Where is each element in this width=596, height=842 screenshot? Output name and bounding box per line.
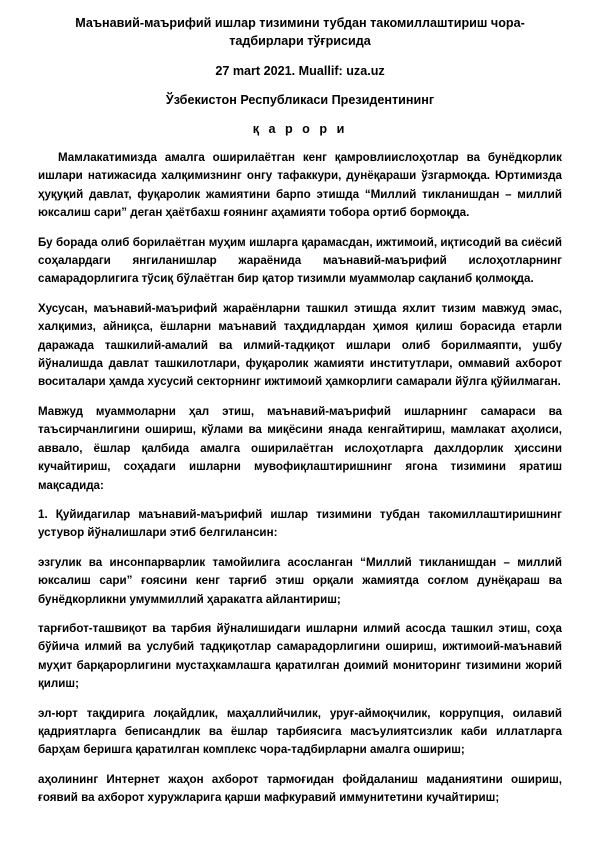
- body-paragraph: Мавжуд муаммоларни ҳал этиш, маънавий-маърифий ишларнинг самараси ва таъсирчанлигини ошириш, кўлами ва миқёсини янада кенгайтириш, мамлакат аҳолиси, аввало, ёшлар қалбида амалга оширилаётган ислоҳотларга дахлдорлик ҳиссини кучайтириш, соҳадаги ишларни мувофиқлаштиришнинг ягона тизимини яратиш мақсадида:: [38, 404, 562, 492]
- clause-item: эл-юрт тақдирига лоқайдлик, маҳаллийчилик, уруғ-аймоқчилик, коррупция, оилавий қадриятларга беписандлик ва ёшлар тарбиясига масъулиятсизлик каби иллатларга барҳам беришга қаратилган комплекс чора-тадбирларни амалга ошириш;: [38, 706, 562, 757]
- clause-item: эзгулик ва инсонпарварлик тамойилига асосланган “Миллий тикланишдан – миллий юксалиш сари” ғоясини кенг тарғиб этиш орқали жамиятда соғлом дунёқараш ва бунёдкорликни умуммиллий ҳаракатга айлантириш;: [38, 555, 562, 606]
- numbered-clause: 1. Қуйидагилар маънавий-маърифий ишлар тизимини тубдан такомиллаштиришнинг устувор йўналишлари этиб белгилансин:: [38, 507, 562, 540]
- clause-item: тарғибот-ташвиқот ва тарбия йўналишидаги ишларни илмий асосда ташкил этиш, соҳа бўйича илмий ва услубий тадқиқотлар самарадорлигини ошириш, ижтимоий-маънавий муҳит барқарорлигини мустаҳкамлашга қаратилган доимий мониторинг тизимини жорий қилиш;: [38, 621, 562, 691]
- issuer-line: Ўзбекистон Республикаси Президентининг: [165, 93, 435, 107]
- body-paragraph: Хусусан, маънавий-маърифий жараёнларни ташкил этишда яхлит тизим мавжуд эмас, халқимиз, айниқса, ёшларни маънавий таҳдидлардан ҳимоя қилиш борасида етарли даражада ташкилий-амалий ва илмий-тадқиқот ишлари олиб борилмаяпти, ушбу йўналишда давлат ташкилотлари, фуқаролик жамияти институтлари, оммавий ахборот воситалари ҳамда хусусий секторнинг ижтимоий ҳамкорлиги самарали йўлга қўйилмаган.: [38, 301, 562, 389]
- document-type: қ а р о р и: [252, 122, 348, 136]
- body-paragraph: Бу борада олиб борилаётган муҳим ишларга қарамасдан, ижтимоий, иқтисодий ва сиёсий соҳалардаги янгиланишлар жараёнида маънавий-маърифий ислоҳотларнинг самарадорлигига тўсиқ бўлаётган бир қатор тизимли муаммолар сақланиб қолмоқда.: [38, 235, 562, 286]
- body-paragraph: Мамлакатимизда амалга оширилаётган кенг қамровлиислоҳотлар ва бунёдкорлик ишлари натижасида халқимизнинг онгу тафаккури, дунёқараши ўзгармоқда. Юртимизда ҳуқуқий давлат, фуқаролик жамиятини барпо этишда “Миллий тикланишдан – миллий юксалиш сари” деган ҳаётбахш ғоянинг аҳамияти тобора ортиб бормоқда.: [38, 151, 562, 220]
- document-title: Маънавий-маърифий ишлар тизимини тубдан такомиллаштириш чора-тадбирлари тўғрисида: [75, 16, 525, 48]
- clause-item: аҳолининг Интернет жаҳон ахборот тармоғидан фойдаланиш маданиятини ошириш, ғоявий ва ахборот хуружларига қарши мафкуравий иммунитетини кучайтириш;: [38, 772, 562, 805]
- publication-meta: 27 mart 2021. Muallif: uza.uz: [215, 64, 385, 78]
